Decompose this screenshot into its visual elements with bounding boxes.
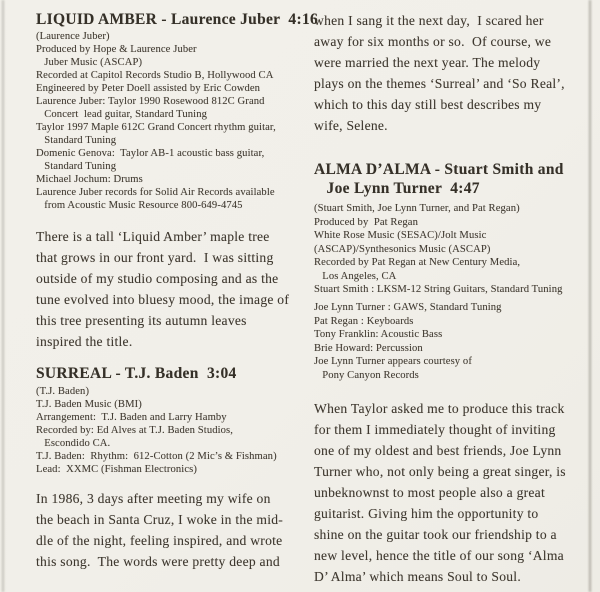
story-alma-dalma (314, 398, 592, 587)
text-line: Lead: XXMC (Fishman Electronics) (36, 464, 197, 475)
text-line: that grows in our front yard. I was sitting (36, 250, 274, 265)
credits-liquid-amber (36, 30, 310, 212)
text-line: Produced by Pat Regan (314, 216, 418, 228)
text-line: (Stuart Smith, Joe Lynn Turner, and Pat Regan) (314, 203, 520, 214)
text-line: Recorded by: Ed Alves at T.J. Baden Studios, (36, 425, 234, 436)
text-line: Recorded by Pat Regan at New Century Media, (314, 257, 521, 268)
text-line: Tony Franklin: Acoustic Bass (314, 329, 443, 340)
story-liquid-amber (36, 226, 310, 352)
text-line: Produced by Hope & Laurence Juber (36, 44, 197, 55)
personnel-alma-dalma (314, 301, 592, 382)
text-line: Laurence Juber records for Solid Air Records available (36, 187, 275, 198)
text-line: White Rose Music (SESAC)/Jolt Music (314, 230, 487, 241)
text-line: Taylor 1997 Maple 612C Grand Concert rhythm guitar, (36, 122, 276, 133)
scan-edge-left (2, 0, 4, 592)
text-line: When Taylor asked me to produce this track (314, 401, 565, 416)
text-line: Engineered by Peter Doell assisted by Eric Cowden (36, 83, 261, 94)
track-title-alma-dalma (314, 160, 592, 198)
text-line: T.J. Baden: Rhythm: 612-Cotton (2 Mic’s & Fishman) (36, 451, 277, 462)
text-line: (T.J. Baden) (36, 386, 90, 397)
credits-surreal (36, 385, 310, 476)
text-line: away for six months or so. Of course, we (314, 34, 552, 49)
text-line: Joe Lynn Turner : GAWS, Standard Tuning (314, 302, 502, 313)
text-line: the beach in Santa Cruz, I woke in the mid- (36, 512, 284, 527)
text-line: Turner who, not only being a great singer, is (314, 464, 566, 479)
text-line: T.J. Baden Music (BMI) (36, 399, 142, 410)
text-line: new level, hence the title of our song ‘Alma (314, 548, 564, 563)
text-line: which to this day still best describes my (314, 97, 542, 112)
text-line: Brie Howard: Percussion (314, 342, 423, 354)
text-line: Standard Tuning (36, 161, 117, 172)
text-line: There is a tall ‘Liquid Amber’ maple tree (36, 229, 270, 244)
text-line: ALMA D’ALMA - Stuart Smith and (314, 161, 564, 178)
text-line: Domenic Genova: Taylor AB-1 acoustic bass guitar, (36, 148, 265, 159)
text-line: Pony Canyon Records (314, 369, 419, 381)
text-line: when I sang it the next day, I scared her (314, 13, 544, 28)
text-line: Juber Music (ASCAP) (36, 57, 143, 68)
text-line: tune evolved into bluesy mood, the image of (36, 292, 290, 307)
story-surreal-left (36, 488, 310, 572)
story-surreal-continued (314, 10, 592, 136)
credits-alma-dalma (314, 202, 592, 297)
track-title-surreal: SURREAL - T.J. Baden 3:04 (36, 365, 237, 382)
text-line: shine on the guitar took our friendship to a (314, 527, 557, 542)
track-title-liquid-amber: LIQUID AMBER - Laurence Juber 4:16 (36, 11, 319, 28)
text-line: unbeknownst to most people also a great (314, 485, 545, 500)
text-line: In 1986, 3 days after meeting my wife on (36, 491, 271, 506)
text-line: from Acoustic Music Resource 800-649-4745 (36, 200, 243, 211)
text-line: wife, Selene. (314, 118, 388, 133)
text-line: Standard Tuning (36, 135, 117, 146)
text-line: outside of my studio composing and as the (36, 271, 279, 286)
text-line: Michael Jochum: Drums (36, 174, 143, 185)
text-line: for them I immediately thought of inviting (314, 422, 556, 437)
text-line: this tree presenting its autumn leaves (36, 313, 247, 328)
text-line: Joe Lynn Turner appears courtesy of (314, 356, 472, 367)
text-line: Stuart Smith : LKSM-12 String Guitars, Standard Tuning (314, 284, 563, 295)
text-line: this song. The words were pretty deep and (36, 554, 280, 569)
text-line: (ASCAP)/Synthesonics Music (ASCAP) (314, 243, 491, 255)
text-line: guitarist. Giving him the opportunity to (314, 506, 539, 521)
text-line: Los Angeles, CA (314, 270, 397, 282)
text-line: Pat Regan : Keyboards (314, 315, 414, 327)
text-line: D’ Alma’ which means Soul to Soul. (314, 569, 521, 584)
text-line: (Laurence Juber) (36, 31, 110, 42)
text-line: Arrangement: T.J. Baden and Larry Hamby (36, 412, 227, 423)
text-line: were married the next year. The melody (314, 55, 541, 70)
text-line: Laurence Juber: Taylor 1990 Rosewood 812C Grand (36, 96, 265, 107)
text-line: plays on the themes ‘Surreal’ and ‘So Real’, (314, 76, 565, 91)
text-line: one of my oldest and best friends, Joe Lynn (314, 443, 562, 458)
text-line: Escondido CA. (36, 438, 111, 449)
text-line: Concert lead guitar, Standard Tuning (36, 109, 207, 120)
text-line: Joe Lynn Turner 4:47 (314, 180, 480, 197)
text-line: dle of the night, feeling inspired, and wrote (36, 533, 283, 548)
text-line: inspired the title. (36, 334, 133, 349)
text-line: Recorded at Capitol Records Studio B, Hollywood CA (36, 70, 274, 81)
